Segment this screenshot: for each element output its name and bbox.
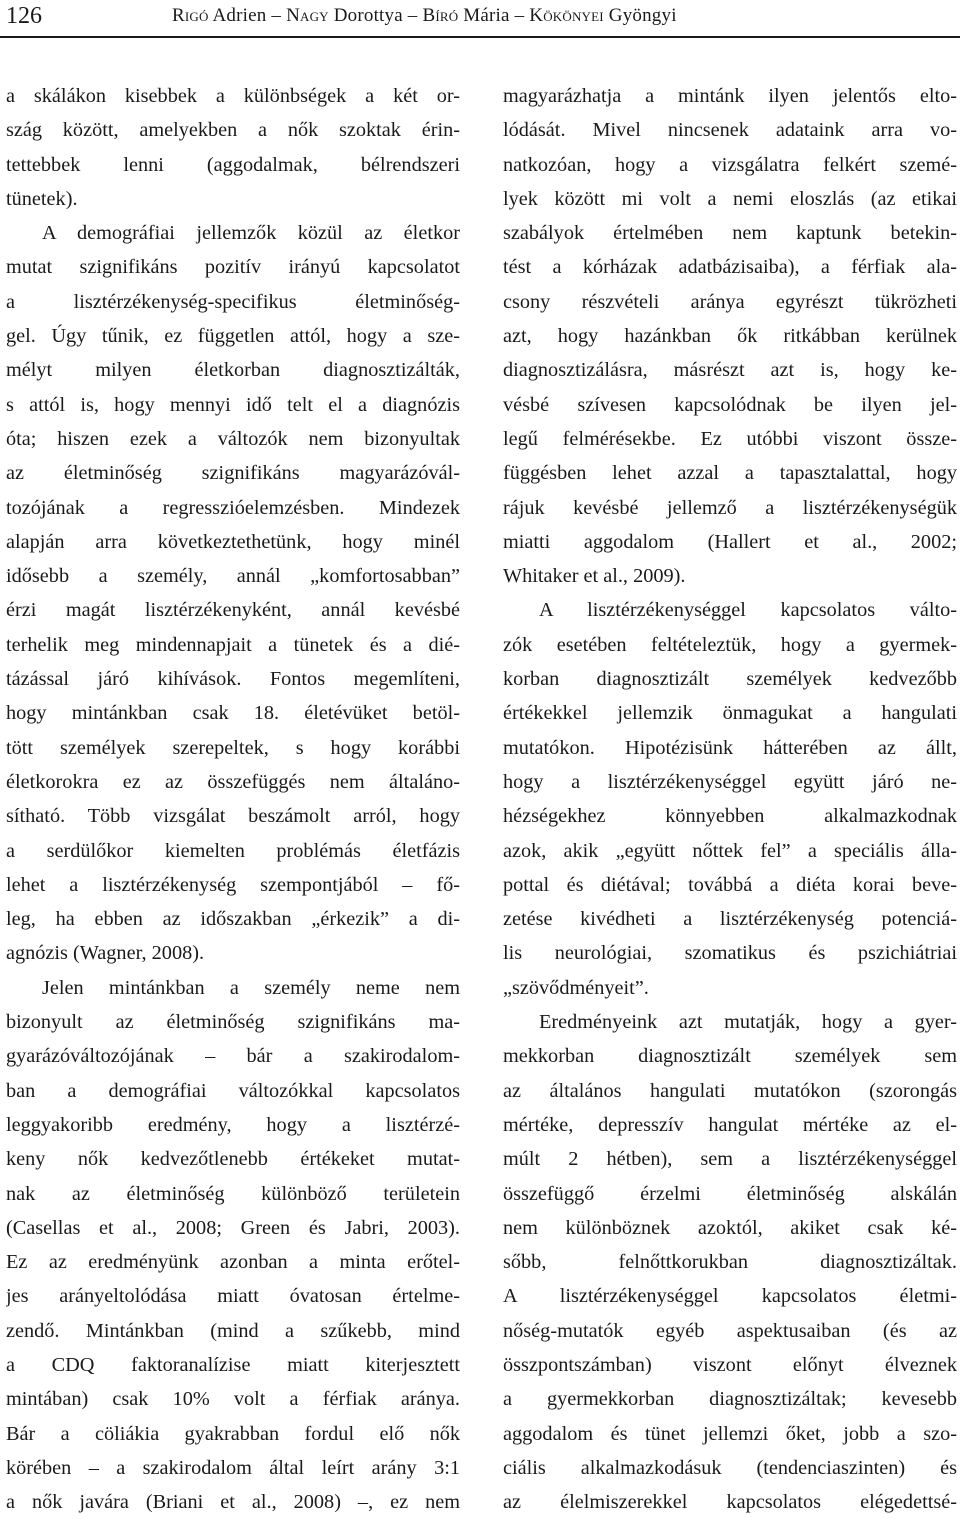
text-line: mértéke, depresszív hangulat mértéke az el- [503,1113,957,1136]
text-line: natkozóan, hogy a vizsgálatra felkért szemé- [503,153,957,176]
text-line: magyarázhatja a mintánk ilyen jelentős elto- [503,85,957,107]
text-line: Whitaker et al., 2009). [503,565,686,588]
text-line: leggyakoribb eredmény, hogy a lisztérzé- [6,1113,460,1136]
text-line: múlt 2 hétben), sem a lisztérzékenységgel [503,1148,957,1171]
text-line: nem különböznek azoktól, akiket csak ké- [503,1216,957,1239]
author-4-surname: Kökönyei [529,5,604,26]
text-line: hogy a lisztérzékenységgel együtt járó ne- [503,770,957,793]
text-line: tött személyek szerepeltek, s hogy korábbi [6,736,460,759]
text-line: a gyermekkorban diagnosztizáltak; kevesebb [503,1388,957,1411]
author-3-given: Mária [463,5,510,26]
text-line: a CDQ faktoranalízise miatt kiterjesztett [6,1353,460,1376]
author-separator: – [266,5,287,26]
text-line: terhelik meg mindennapjait a tünetek és a dié- [6,633,460,656]
text-line: korban diagnosztizált személyek kedvezőbb [503,668,957,691]
text-line: a lisztérzékenység-specifikus életminőség- [6,290,460,313]
text-line: Jelen mintánkban a személy neme nem [42,976,460,999]
text-line: érzi magát lisztérzékenyként, annál kevésbé [6,599,460,622]
text-line: lehet a lisztérzékenység szempontjából – fő- [6,873,460,896]
page-number: 126 [6,3,42,29]
text-line: az életminőség szignifikáns magyarázóvál- [6,462,460,485]
text-line: lyek között mi volt a nemi eloszlás (az etikai [503,187,957,210]
text-line: tést a kórházak adatbázisaiba), a férfiak ala- [503,256,957,279]
text-line: sőbb, felnőttkorukban diagnosztizáltak. [503,1251,957,1274]
text-line: a nők javára (Briani et al., 2008) –, ez nem [6,1491,460,1514]
text-line: a serdülőkor kiemelten problémás életfázis [6,839,460,862]
text-line: s attól is, hogy mennyi idő telt el a diagnózis [6,393,460,416]
text-line: az általános hangulati mutatókon (szorongás [503,1079,957,1102]
author-1-surname: Rigó [172,5,209,26]
author-separator: – [402,5,423,26]
text-line: óta; hiszen ezek a változók nem bizonyultak [6,427,460,450]
author-2-surname: Nagy [286,5,329,26]
text-line: A lisztérzékenységgel kapcsolatos életmi- [503,1285,957,1308]
text-line: leg, ha ebben az időszakban „érkezik” a di- [6,908,460,931]
text-line: azok, akik „együtt nőttek fel” a speciális álla- [503,839,957,862]
text-line: összpontszámban) viszont előnyt élveznek [503,1353,957,1376]
text-line: függésben lehet azzal a tapasztalattal, hogy [503,462,957,485]
text-line: agnózis (Wagner, 2008). [6,942,205,965]
text-line: diagnosztizálásra, másrészt azt is, hogy ke- [503,359,957,382]
text-line: ciális alkalmazkodásuk (tendenciaszinten) és [503,1456,957,1479]
text-line: gel. Úgy tűnik, ez független attól, hogy a sze- [6,325,460,348]
text-line: „szövődményeit”. [503,976,649,999]
text-line: mekkorban diagnosztizált személyek sem [503,1045,957,1068]
text-line: hogy mintánkban csak 18. életévüket betöl- [6,702,460,725]
left-text-column [6,79,460,1519]
text-line: csony részvételi aránya egyrészt tükrözheti [503,290,957,313]
right-text-column [503,79,957,1519]
text-line: körében – a szakirodalom által leírt arány 3:1 [6,1456,460,1479]
text-line: idősebb a személy, annál „komfortosabban” [6,565,460,588]
text-line: A demográfiai jellemzők közül az életkor [42,222,460,245]
text-line: A lisztérzékenységgel kapcsolatos válto- [539,599,957,622]
text-line: vésbé szívesen kapcsolódnak be ilyen jel- [503,393,957,416]
text-line: ban a demográfiai változókkal kapcsolatos [6,1079,460,1102]
text-line: Ez az eredményünk azonban a minta erőtel- [6,1251,460,1274]
text-line: alapján arra következtethetünk, hogy minél [6,530,460,553]
running-head-authors [172,5,677,27]
text-line: bizonyult az életminőség szignifikáns ma- [6,1011,460,1034]
text-line: értékekkel jellemzik önmagukat a hangulati [503,702,957,725]
text-line: mélyt milyen életkorban diagnosztizálták, [6,359,460,382]
author-3-surname: Bíró [422,5,459,26]
text-line: Eredményeink azt mutatják, hogy a gyer- [539,1011,957,1034]
text-line: lis neurológiai, szomatikus és pszichiátriai [503,942,957,965]
text-line: lódását. Mivel nincsenek adataink arra vo- [503,119,957,142]
text-line: (Casellas et al., 2008; Green és Jabri, 2003). [6,1216,460,1239]
text-line: zók esetében feltételeztük, hogy a gyermek- [503,633,957,656]
text-line: keny nők kedvezőtlenebb értékeket mutat- [6,1148,460,1171]
text-line: az élelmiszerekkel kapcsolatos elégedettsé- [503,1491,957,1514]
text-line: a skálákon kisebbek a különbségek a két or- [6,85,460,107]
text-line: sítható. Több vizsgálat beszámolt arról, hogy [6,805,460,828]
text-line: rájuk kevésbé jellemző a lisztérzékenységük [503,496,957,519]
text-line: jes arányeltolódása miatt óvatosan értelme- [6,1285,460,1308]
author-1-given: Adrien [212,5,267,26]
text-line: azt, hogy hazánkban ők ritkábban kerülnek [503,325,957,348]
text-line: életkorokra ez az összefüggés nem általáno- [6,770,460,793]
text-line: pottal és diétával; továbbá a diéta korai beve- [503,873,957,896]
author-4-given: Gyöngyi [608,5,677,26]
text-line: összefüggő érzelmi életminőség alskálán [503,1182,957,1205]
text-line: zendő. Mintánkban (mind a szűkebb, mind [6,1319,460,1342]
author-separator: – [509,5,530,26]
text-line: tettebbek lenni (aggodalmak, bélrendszeri [6,153,460,176]
text-line: mutatókon. Hipotézisünk hátterében az állt, [503,736,957,759]
page-header [0,0,960,36]
text-line: legű felmérésekbe. Ez utóbbi viszont össze- [503,427,957,450]
text-line: tozójának a regresszióelemzésben. Mindezek [6,496,460,519]
text-line: Bár a cöliákia gyakrabban fordul elő nők [6,1422,460,1445]
text-line: gyarázóváltozójának – bár a szakirodalom- [6,1045,460,1068]
text-line: zetése kivédheti a lisztérzékenység potenciá- [503,908,957,931]
header-rule [0,36,960,38]
text-line: nőség-mutatók egyéb aspektusaiban (és az [503,1319,957,1342]
text-line: szabályok értelmében nem kaptunk betekin- [503,222,957,245]
text-line: nak az életminőség különböző területein [6,1182,460,1205]
text-line: hézségekhez könnyebben alkalmazkodnak [503,805,957,828]
text-line: mutat szignifikáns pozitív irányú kapcsolatot [6,256,460,279]
text-line: aggodalom és tünet jellemzi őket, jobb a szo- [503,1422,957,1445]
text-line: tázással járó kihívások. Fontos megemlíteni, [6,668,460,691]
text-line: szág között, amelyekben a nők szoktak érin- [6,119,460,142]
text-line: mintában) csak 10% volt a férfiak aránya. [6,1388,460,1411]
text-line: miatti aggodalom (Hallert et al., 2002; [503,530,957,553]
author-2-given: Dorottya [333,5,403,26]
text-line: tünetek). [6,187,78,210]
